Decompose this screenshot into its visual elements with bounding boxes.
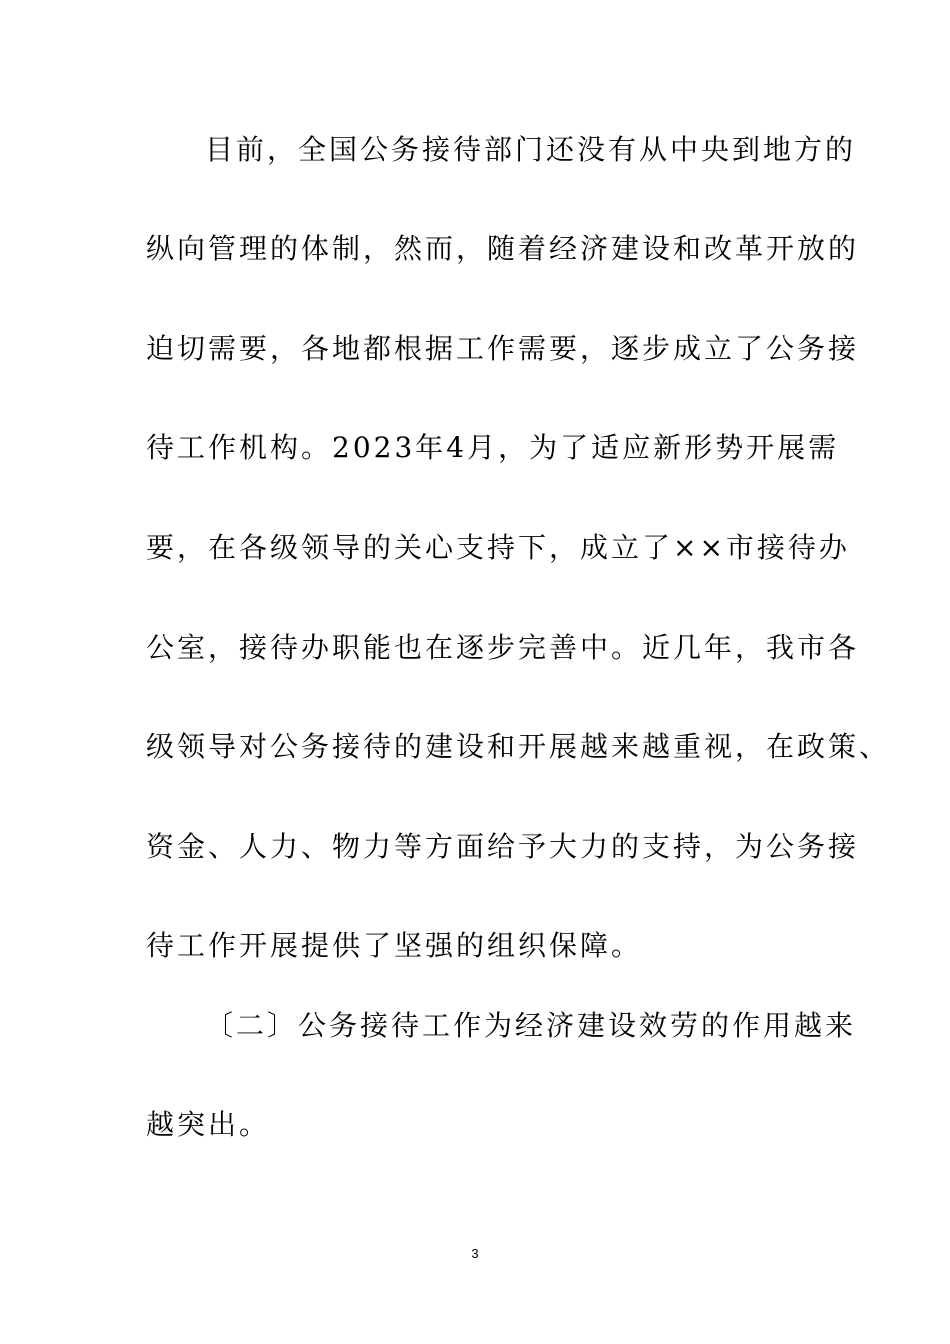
text-line: 要，在各级领导的关心支持下，成立了××市接待办 [146,531,850,564]
text-line: 资金、人力、物力等方面给予大力的支持，为公务接 [146,830,860,863]
text-line: 公室，接待办职能也在逐步完善中。近几年，我市各 [146,631,860,664]
text-line: 待工作开展提供了坚强的组织保障。 [146,929,643,962]
text-line: 目前，全国公务接待部门还没有从中央到地方的 [205,133,857,166]
page-number: 3 [471,1246,479,1261]
text-line: 迫切需要，各地都根据工作需要，逐步成立了公务接 [146,332,860,365]
section-heading-line: 〔二〕公务接待工作为经济建设效劳的作用越来 [205,1009,857,1042]
text-line: 纵向管理的体制，然而，随着经济建设和改革开放的 [146,232,860,265]
text-line: 待工作机构。2023年4月，为了适应新形势开展需 [146,431,840,464]
section-heading-line: 越突出。 [146,1108,271,1141]
text-line: 级领导对公务接待的建设和开展越来越重视，在政策、 [146,730,891,763]
